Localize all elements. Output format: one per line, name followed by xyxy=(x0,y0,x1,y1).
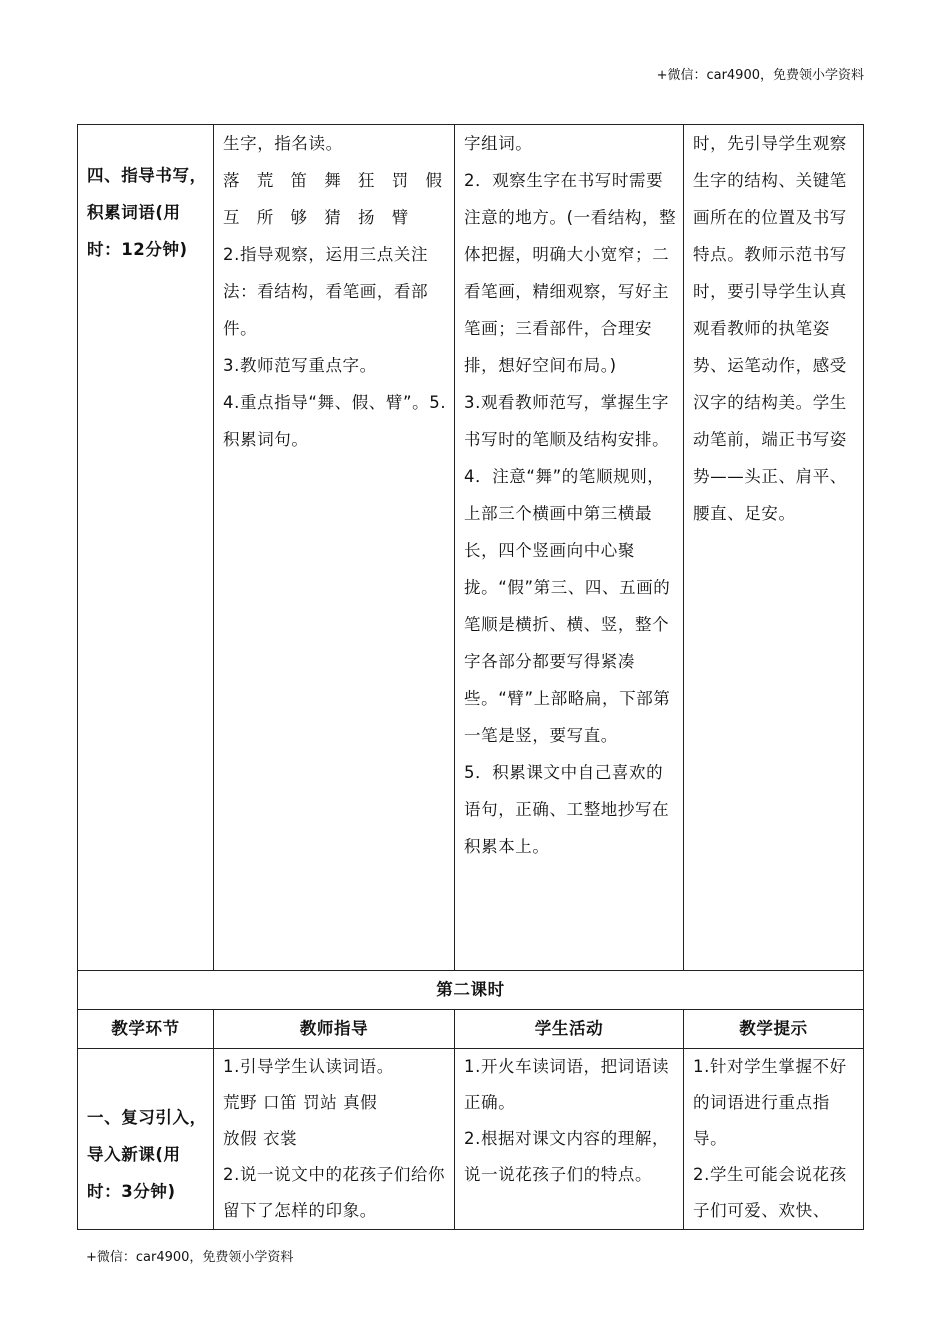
section4-student-line: 2．观察生字在书写时需要注意的地方。(一看结构，整体把握，明确大小宽窄；二看笔画，精细观察，写好主笔画；三看部件，合理安排，想好空间布局。) xyxy=(464,171,677,375)
section4-student-line: 字组词。 xyxy=(464,134,533,153)
column-header-stage: 教学环节 xyxy=(78,1010,214,1049)
section1-teacher-line: 1.引导学生认读词语。 xyxy=(223,1057,394,1076)
section1-stage xyxy=(78,1049,214,1230)
section1-tips-line: 1.针对学生掌握不好的词语进行重点指导。 xyxy=(693,1057,847,1148)
section4-student-line: 5．积累课文中自己喜欢的语句，正确、工整地抄写在积累本上。 xyxy=(464,763,670,856)
section4-teacher-line: 2.指导观察，运用三点关注法：看结构，看笔画，看部件。 xyxy=(223,245,429,338)
lesson2-title: 第二课时 xyxy=(78,971,864,1010)
section4-stage xyxy=(78,125,214,971)
column-header-row xyxy=(78,1010,864,1049)
column-header-teacher: 教师指导 xyxy=(214,1010,455,1049)
section1-tips-line: 2.学生可能会说花孩子们可爱、欢快、 xyxy=(693,1165,847,1220)
section1-word-list: 放假 衣裳 xyxy=(223,1129,298,1148)
section4-char-list: 互 所 够 猜 扬 臂 xyxy=(223,208,415,227)
section1-teacher-cell xyxy=(214,1049,455,1230)
section4-char-list: 落 荒 笛 舞 狂 罚 假 xyxy=(223,171,448,190)
section1-stage-text: 一、复习引入，导入新课(用时：3分钟) xyxy=(87,1108,207,1201)
section1-student-line: 1.开火车读词语，把词语读正确。 xyxy=(464,1057,670,1112)
section4-teacher-line: 生字，指名读。 xyxy=(223,134,343,153)
section4-teacher-line: 4.重点指导“舞、假、臂”。5.积累词句。 xyxy=(223,393,447,449)
section1-word-list: 荒野 口笛 罚站 真假 xyxy=(223,1093,378,1112)
section4-stage-text: 四、指导书写，积累词语(用时：12分钟) xyxy=(87,166,207,259)
section4-student-line: 4．注意“舞”的笔顺规则，上部三个横画中第三横最长，四个竖画向中心聚拢。“假”第三、四、五画的笔顺是横折、横、竖，整个字各部分都要写得紧凑些。“臂”上部略扁，下部第一笔是竖，要写直。 xyxy=(464,467,671,745)
section1-teacher-line: 2.说一说文中的花孩子们给你留下了怎样的印象。 xyxy=(223,1165,446,1220)
header-note: +微信：car4900，免费领小学资料 xyxy=(656,68,864,83)
footer-note: +微信：car4900，免费领小学资料 xyxy=(86,1250,294,1265)
lesson-plan-table xyxy=(77,124,864,1230)
section4-student-line: 3.观看教师范写，掌握生字书写时的笔顺及结构安排。 xyxy=(464,393,670,449)
column-header-student: 学生活动 xyxy=(455,1010,684,1049)
section4-student-cell xyxy=(455,125,684,971)
section1-row xyxy=(78,1049,864,1230)
section4-row xyxy=(78,125,864,971)
section1-student-line: 2.根据对课文内容的理解，说一说花孩子们的特点。 xyxy=(464,1129,670,1184)
section4-tips-cell xyxy=(684,125,864,971)
section1-tips-cell xyxy=(684,1049,864,1230)
section1-student-cell xyxy=(455,1049,684,1230)
lesson2-title-row xyxy=(78,971,864,1010)
section4-tips-text: 时，先引导学生观察生字的结构、关键笔画所在的位置及书写特点。教师示范书写时，要引导学生认真观看教师的执笔姿势、运笔动作，感受汉字的结构美。学生动笔前，端正书写姿势——头正、肩平、腰直、足安。 xyxy=(693,134,847,523)
section4-teacher-cell xyxy=(214,125,455,971)
column-header-tips: 教学提示 xyxy=(684,1010,864,1049)
section4-teacher-line: 3.教师范写重点字。 xyxy=(223,356,377,375)
